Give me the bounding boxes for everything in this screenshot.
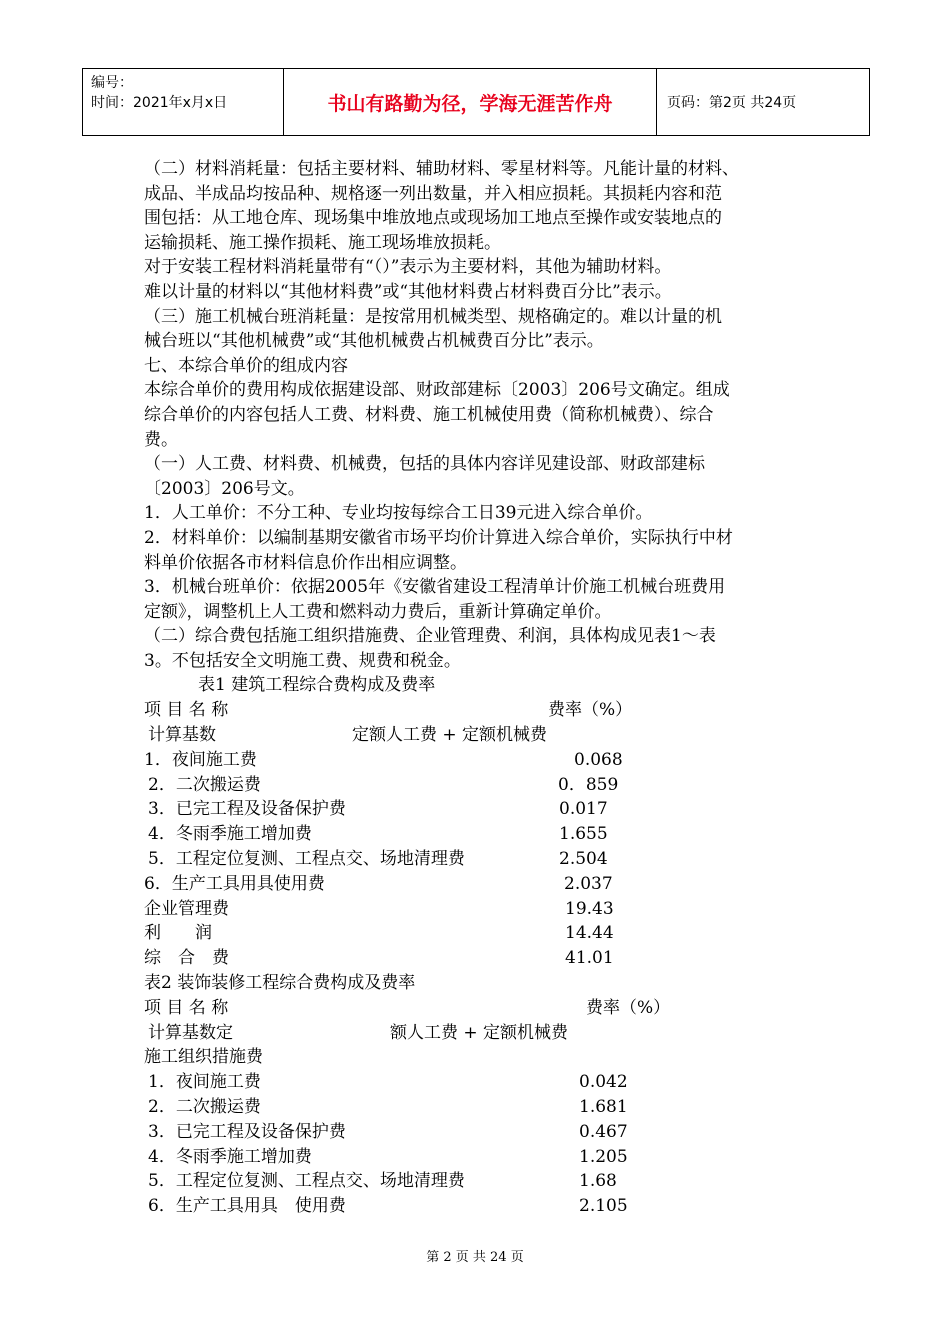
table-cell-value: 1.68	[579, 1171, 617, 1192]
header-number: 编号：	[91, 75, 133, 91]
table-cell-label: 3．已完工程及设备保护费	[148, 799, 346, 820]
table2-title: 表2 装饰装修工程综合费构成及费率	[144, 973, 416, 994]
table-cell-label: 项 目 名 称	[144, 997, 229, 1018]
table-cell-value: 费率（%）	[548, 700, 633, 721]
table-row	[144, 921, 814, 946]
header-page-number: 页码：第2页 共24页	[667, 95, 797, 111]
table-row	[144, 1070, 814, 1095]
table-cell-label: 3．已完工程及设备保护费	[148, 1121, 346, 1142]
table-row	[144, 897, 814, 922]
table2	[144, 996, 814, 1219]
body-line: 七、本综合单价的组成内容	[144, 355, 348, 376]
table-row	[144, 872, 814, 897]
table-row	[144, 1095, 814, 1120]
table-cell-label: 2．二次搬运费	[148, 1097, 261, 1118]
table-cell-value: 0.042	[579, 1072, 628, 1093]
body-line: 对于安装工程材料消耗量带有“（）”表示为主要材料，其他为辅助材料。	[144, 257, 672, 278]
body-line: （二）材料消耗量：包括主要材料、辅助材料、零星材料等。凡能计量的材料、	[144, 159, 739, 179]
table-cell-label: 2．二次搬运费	[148, 774, 261, 795]
table-row	[144, 748, 814, 773]
table-cell-label: 4．冬雨季施工增加费	[148, 1146, 312, 1167]
table-cell-label: 4．冬雨季施工增加费	[148, 824, 312, 845]
table-row	[144, 698, 814, 723]
table-cell-value: 0.017	[559, 799, 608, 820]
table-cell-label: 5．工程定位复测、工程点交、场地清理费	[148, 849, 465, 870]
table1	[144, 698, 814, 971]
table-row	[144, 1120, 814, 1145]
body-line: 难以计量的材料以“其他材料费”或“其他材料费占材料费百分比”表示。	[144, 281, 672, 302]
table-cell-value: 2.037	[564, 873, 613, 894]
page-footer: 第 2 页 共 24 页	[426, 1250, 524, 1265]
table-cell-value: 0.068	[574, 749, 623, 770]
header-time: 时间：2021年x月x日	[91, 95, 228, 111]
table-cell-label: 综 合 费	[144, 948, 229, 969]
body-line: 成品、半成品均按品种、规格逐一列出数量，并入相应损耗。其损耗内容和范	[144, 183, 722, 204]
table-cell-label: 利 润	[144, 923, 212, 944]
table-cell-value: 额人工费 + 定额机械费	[390, 1022, 569, 1043]
body-line: 定额》，调整机上人工费和燃料动力费后，重新计算确定单价。	[144, 601, 612, 622]
body-line: 综合单价的内容包括人工费、材料费、施工机械使用费（简称机械费）、综合	[144, 404, 714, 425]
table-row	[144, 946, 814, 971]
table-cell-value: 费率（%）	[586, 997, 671, 1018]
table-cell-value: 0．859	[558, 774, 619, 795]
body-line: （三）施工机械台班消耗量：是按常用机械类型、规格确定的。难以计量的机	[144, 306, 722, 327]
table-cell-value: 1.681	[579, 1097, 628, 1118]
table1-title: 表1 建筑工程综合费构成及费率	[198, 675, 436, 696]
header-motto: 书山有路勤为径，学海无涯苦作舟	[284, 69, 657, 135]
header-meta	[83, 69, 284, 135]
body-line: （一）人工费、材料费、机械费，包括的具体内容详见建设部、财政部建标	[144, 454, 705, 475]
table-row	[144, 996, 814, 1021]
table-cell-value: 2.504	[559, 849, 608, 870]
table-cell-value: 14.44	[565, 923, 614, 944]
table-cell-label: 6．生产工具用具使用费	[144, 873, 325, 894]
table-cell-label: 6．生产工具用具 使用费	[148, 1196, 346, 1217]
table-cell-value: 0.467	[579, 1121, 628, 1142]
table-cell-label: 计算基数定	[148, 1022, 233, 1043]
table-row	[144, 797, 814, 822]
table-cell-value: 19.43	[565, 898, 614, 919]
table-cell-label: 施工组织措施费	[144, 1047, 263, 1068]
table-cell-value: 41.01	[565, 948, 614, 969]
table-cell-value: 1.205	[579, 1146, 628, 1167]
table-row	[144, 1145, 814, 1170]
table-cell-value: 定额人工费 + 定额机械费	[352, 725, 548, 746]
table-row	[144, 822, 814, 847]
table-cell-label: 1．夜间施工费	[148, 1072, 261, 1093]
table-row	[144, 847, 814, 872]
table-cell-label: 5．工程定位复测、工程点交、场地清理费	[148, 1171, 465, 1192]
table-row	[144, 773, 814, 798]
table-cell-label: 计算基数	[148, 725, 216, 746]
body-line: 围包括：从工地仓库、现场集中堆放地点或现场加工地点至操作或安装地点的	[144, 208, 722, 229]
table-cell-label: 项 目 名 称	[144, 700, 229, 721]
table-row	[144, 723, 814, 748]
table-cell-label: 1．夜间施工费	[144, 749, 257, 770]
body-line: 2．材料单价：以编制基期安徽省市场平均价计算进入综合单价，实际执行中材	[144, 527, 733, 548]
body-line: 费。	[144, 429, 178, 450]
body-line: 〔2003〕206号文。	[144, 478, 305, 499]
table-cell-value: 2.105	[579, 1196, 628, 1217]
table-row	[144, 1021, 814, 1046]
body-line: 3。不包括安全文明施工费、规费和税金。	[144, 650, 461, 671]
page-header	[82, 68, 870, 136]
table-cell-value: 1.655	[559, 824, 608, 845]
document-body	[144, 157, 814, 1219]
body-line: （二）综合费包括施工组织措施费、企业管理费、利润，具体构成见表1～表	[144, 626, 716, 647]
body-line: 运输损耗、施工操作损耗、施工现场堆放损耗。	[144, 232, 501, 253]
body-line: 1．人工单价：不分工种、专业均按每综合工日39元进入综合单价。	[144, 503, 653, 524]
table-row	[144, 1169, 814, 1194]
table-row	[144, 1194, 814, 1219]
body-paragraphs	[144, 157, 814, 673]
body-line: 料单价依据各市材料信息价作出相应调整。	[144, 552, 467, 573]
table-row	[144, 1045, 814, 1070]
body-line: 本综合单价的费用构成依据建设部、财政部建标〔2003〕206号文确定。组成	[144, 380, 730, 401]
body-line: 械台班以“其他机械费”或“其他机械费占机械费百分比”表示。	[144, 331, 604, 352]
table-cell-label: 企业管理费	[144, 898, 229, 919]
body-line: 3．机械台班单价：依据2005年《安徽省建设工程清单计价施工机械台班费用	[144, 577, 726, 598]
